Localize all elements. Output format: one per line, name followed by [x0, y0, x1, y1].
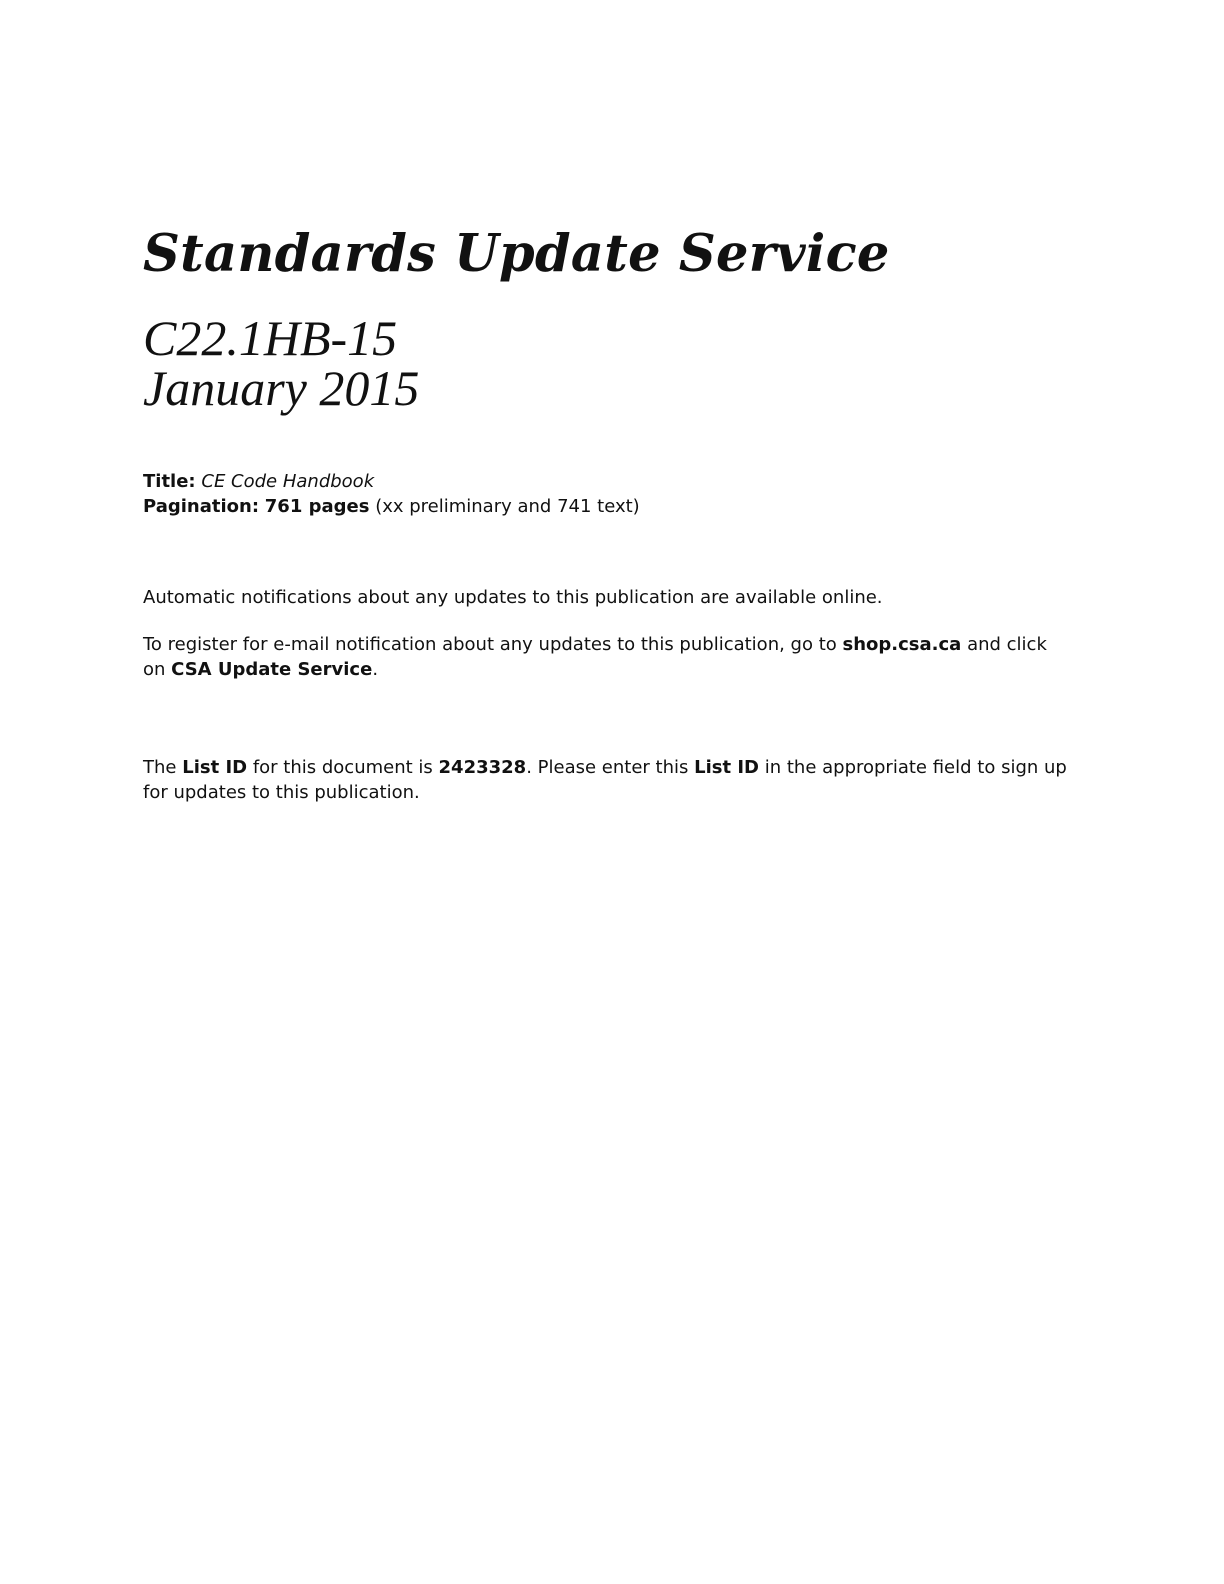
shop-site-link[interactable]: shop.csa.ca [842, 634, 962, 655]
list-id-label: List ID [182, 757, 248, 778]
title-line [143, 469, 640, 494]
register-end: . [372, 659, 379, 680]
list-id-notice [143, 755, 1073, 805]
list-id-suffix: in the appropriate field to sign up for updates to this publication. [143, 757, 1067, 803]
list-id-value: 2423328 [438, 757, 527, 778]
title-value: CE Code Handbook [201, 471, 375, 492]
list-id-after-value: . Please enter this [526, 757, 689, 778]
automatic-notice: Automatic notifications about any updates to this publication are available online. [143, 587, 883, 608]
standard-code: C22.1HB-15 [143, 310, 398, 366]
list-id-label-again: List ID [694, 757, 759, 778]
update-service-link[interactable]: CSA Update Service [171, 659, 373, 680]
list-id-middle: for this document is [252, 757, 433, 778]
pagination-line [143, 494, 640, 519]
pagination-pages: 761 pages [264, 496, 370, 517]
register-middle: and click on [143, 634, 1047, 680]
pagination-label: Pagination: [143, 496, 260, 517]
pagination-detail: (xx preliminary and 741 text) [375, 496, 640, 517]
publication-date: January 2015 [143, 360, 420, 416]
register-notice [143, 632, 1073, 682]
list-id-prefix: The [143, 757, 177, 778]
page-title: Standards Update Service [143, 224, 890, 284]
publication-meta [143, 469, 640, 519]
register-prefix: To register for e-mail notification about any updates to this publication, go to [143, 634, 837, 655]
title-label: Title: [143, 471, 196, 492]
